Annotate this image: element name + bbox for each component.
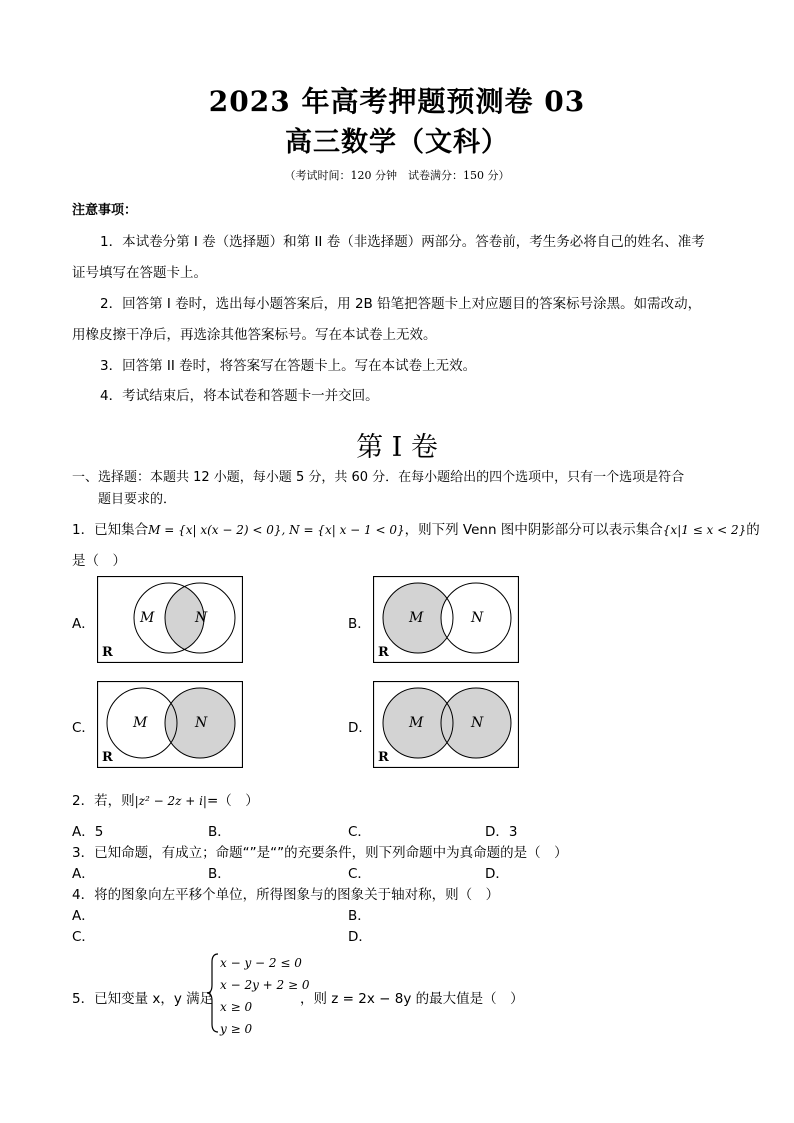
q1-prefix: 1．已知集合 — [72, 522, 149, 538]
exam-title: 2023 年高考押题预测卷 03 — [208, 85, 586, 118]
venn-d-label-r: R — [378, 750, 389, 765]
venn-a-label-r: R — [102, 645, 113, 660]
q1-option-b-label[interactable]: B． — [348, 616, 371, 632]
venn-c-label-n: N — [195, 715, 208, 731]
q4-option-c[interactable]: C． — [72, 929, 95, 945]
q1-option-d-label[interactable]: D． — [348, 720, 372, 736]
note-line-3: 2．回答第 I 卷时，选出每小题答案后，用 2B 铅笔把答题卡上对应题目的答案标号涂黑。如需改动， — [100, 296, 702, 312]
venn-d-label-n: N — [471, 715, 484, 731]
q1-line-2: 是（ ） — [72, 553, 126, 569]
q5-constraint-3: x ≥ 0 — [220, 1000, 253, 1014]
q1-mid: ，则下列 Venn 图中阴影部分可以表示集合 — [404, 522, 663, 538]
q1-target: {x|1 ≤ x < 2} — [662, 523, 747, 537]
q5-constraint-1: x − y − 2 ≤ 0 — [220, 956, 302, 970]
q5-prefix: 5．已知变量 x，y 满足 — [72, 991, 214, 1007]
q1-suffix: 的 — [746, 522, 760, 538]
venn-b-label-r: R — [378, 645, 389, 660]
note-line-5: 3．回答第 II 卷时，将答案写在答题卡上。写在本试卷上无效。 — [100, 358, 477, 374]
section-intro-line-1: 一、选择题：本题共 12 小题，每小题 5 分，共 60 分．在每小题给出的四个选项中，只有一个选项是符合 — [72, 470, 685, 485]
q3-stem: 3．已知命题，有成立；命题“”是“”的充要条件，则下列命题中为真命题的是（ ） — [72, 845, 568, 861]
venn-b-label-m: M — [409, 610, 424, 626]
q2-option-d[interactable]: D．3 — [485, 824, 518, 840]
q3-option-a[interactable]: A． — [72, 866, 95, 882]
q5-constraints — [220, 952, 310, 1040]
q3-option-d[interactable]: D． — [485, 866, 509, 882]
venn-b-label-n: N — [471, 610, 484, 626]
venn-c-label-m: M — [133, 715, 148, 731]
q2-option-c[interactable]: C． — [348, 824, 371, 840]
q1-venn-d — [373, 681, 519, 768]
q2-expr: |z² − 2z + i| — [134, 794, 207, 808]
venn-d-label-m: M — [409, 715, 424, 731]
q1-option-c-label[interactable]: C． — [72, 720, 95, 736]
q3-option-c[interactable]: C． — [348, 866, 371, 882]
q1-venn-c — [97, 681, 243, 768]
section-title: 第 I 卷 — [356, 432, 438, 463]
venn-c-label-r: R — [102, 750, 113, 765]
q4-option-b[interactable]: B． — [348, 908, 371, 924]
q2-prefix: 2．若，则 — [72, 793, 135, 809]
q5-constraint-4: y ≥ 0 — [220, 1022, 253, 1036]
section-intro-line-2: 题目要求的． — [98, 492, 177, 507]
note-line-2: 证号填写在答题卡上。 — [72, 265, 207, 281]
note-line-4: 用橡皮擦干净后，再选涂其他答案标号。写在本试卷上无效。 — [72, 327, 437, 343]
q2-option-b[interactable]: B． — [208, 824, 231, 840]
q4-option-a[interactable]: A． — [72, 908, 95, 924]
q4-option-d[interactable]: D． — [348, 929, 372, 945]
q1-venn-a — [97, 576, 243, 663]
note-line-1: 1．本试卷分第 I 卷（选择题）和第 II 卷（非选择题）两部分。答卷前，考生务必将自己的姓名、准考 — [100, 234, 705, 250]
q5-suffix: ，则 z = 2x − 8y 的最大值是（ ） — [300, 991, 524, 1007]
q1-sets: M = {x| x(x − 2) < 0}, N = {x| x − 1 < 0} — [148, 523, 405, 537]
q3-option-b[interactable]: B． — [208, 866, 231, 882]
q1-venn-b — [373, 576, 519, 663]
q2-suffix: =（ ） — [206, 793, 259, 809]
q1-option-a-label[interactable]: A． — [72, 616, 95, 632]
exam-subtitle: 高三数学（文科） — [285, 127, 509, 158]
venn-a-label-n: N — [195, 610, 208, 626]
q5-brace-icon — [206, 952, 220, 1034]
notes-title: 注意事项： — [72, 203, 138, 218]
note-line-6: 4．考试结束后，将本试卷和答题卡一并交回。 — [100, 388, 379, 404]
q2-option-a[interactable]: A．5 — [72, 824, 104, 840]
q1-line-1 — [72, 518, 760, 538]
venn-a-label-m: M — [140, 610, 155, 626]
q4-stem: 4．将的图象向左平移个单位，所得图象与的图象关于轴对称，则（ ） — [72, 887, 500, 903]
exam-info: （考试时间：120 分钟 试卷满分：150 分） — [284, 169, 510, 182]
q2-stem — [72, 789, 259, 809]
q5-constraint-2: x − 2y + 2 ≥ 0 — [220, 978, 310, 992]
